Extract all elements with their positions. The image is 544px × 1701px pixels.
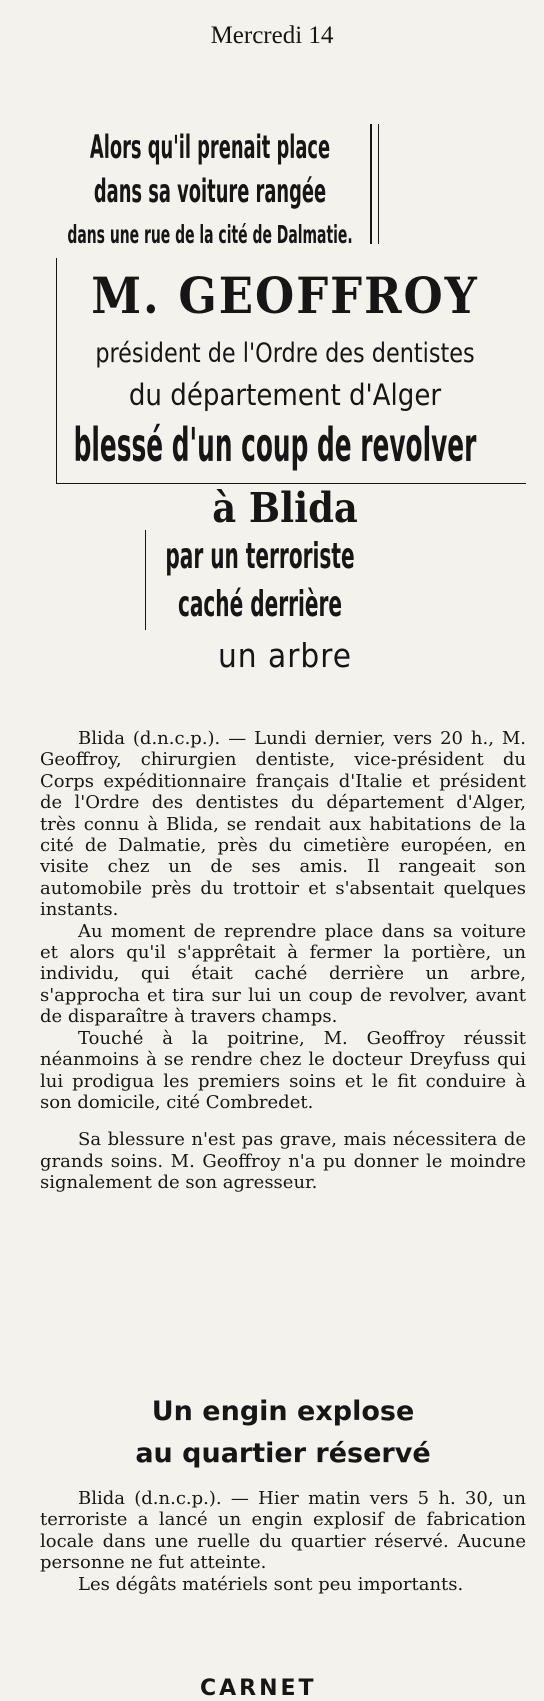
headline-rule-right-2 [378,124,379,244]
article-body [40,728,526,1194]
headline-name: M. GEOFFROY [91,266,479,325]
article-paragraph: Les dégâts matériels sont peu importants. [78,1573,464,1595]
headline-deck1-small: dans une rue de la cité de Dalmatie. [67,220,353,249]
article-paragraph: Sa blessure n'est pas grave, mais nécessitera de grands soins. M. Geoffroy n'a pu donner le moindre signalement de son agresseur. [40,1129,526,1194]
article-paragraph: Blida (d.n.c.p.). — Hier matin vers 5 h. 30, un terroriste a lancé un engin explosif de fabrication locale dans une ruelle du quartier réservé. Aucune personne ne fut atteinte. [40,1488,526,1574]
article-paragraph: Touché à la poitrine, M. Geoffroy réussit néanmoins à se rendre chez le docteur Dreyfuss qui lui prodigua les premiers soins et le fit conduire à son domicile, cité Combredet. [40,1027,526,1113]
second-headline-line2: au quartier réservé [135,1438,431,1469]
headline-deck2-line2: caché derrière [177,584,343,625]
second-headline-line1: Un engin explose [151,1396,415,1427]
headline-deck1-line2: dans sa voiture rangée [93,172,327,210]
cut-off-heading: CARNET [200,1676,317,1701]
headline-place: à Blida [212,484,358,532]
headline-main: blessé d'un coup de revolver [73,418,477,472]
article-paragraph: Blida (d.n.c.p.). — Lundi dernier, vers 20 h., M. Geoffroy, chirurgien dentiste, vice-président du Corps expéditionnaire français d'Italie et président de l'Ordre des dentistes du département d'Alger, très connu à Blida, se rendait aux habitations de la cité de Dalmatie, près du cimetière européen, en visite chez un de ses amis. Il rangeait son automobile près du trottoir et s'absentait quelques instants. [40,728,526,921]
headline-deck2-end: un arbre [217,636,353,675]
page-date: Mercredi 14 [210,22,334,49]
article-paragraph: Au moment de reprendre place dans sa voiture et alors qu'il s'apprêtait à fermer la portière, un individu, qui était caché derrière un arbre, s'approcha et tira sur lui un coup de revolver, avant de disparaître à travers champs. [40,920,526,1028]
headline-deck2-line1: par un terroriste [165,536,355,577]
headline-title-line1: président de l'Ordre des dentistes [95,338,475,369]
second-article-body [40,1488,526,1595]
headline-title-line2: du département d'Alger [128,378,442,412]
headline-deck1-line1: Alors qu'il prenait place [89,128,331,166]
paragraph-gap [40,1113,526,1129]
